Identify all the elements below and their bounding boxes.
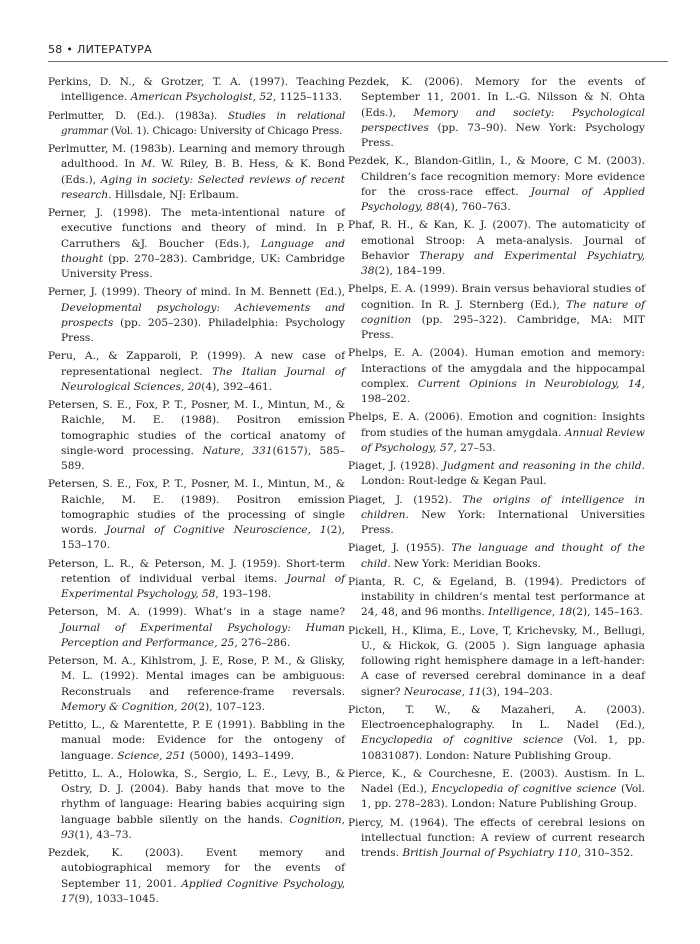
reference-entry [48,109,345,140]
reference-title-italic: Language and thought [61,237,345,265]
reference-entry [48,846,345,907]
reference-entry [48,605,345,651]
reference-text: . Hillsdale, NJ: Erlbaum. [108,188,239,201]
reference-text: Perkins, D. N., & Grotzer, T. A. (1997). Teaching intelligence. [48,76,345,104]
reference-text: (Vol. 1). Chicago: University of Chicago Press. [107,125,343,137]
reference-entry [348,218,645,279]
reference-text: (pp. 295–322). Cambridge, MA: MIT Press. [361,313,645,341]
reference-text: (1), 43–73. [74,828,132,841]
reference-text: Phelps, E. A. (1999). Brain versus behavioral studies of cognition. In R. J. Sternberg (Ed.), [348,283,645,311]
reference-text: (pp. 73–90). New York: Psychology Press. [361,121,645,149]
reference-text: (2), 145–163. [572,606,643,619]
reference-title-italic: Journal of Applied Psychology, 88 [361,185,645,213]
reference-title-italic: Studies in relational grammar [61,110,345,137]
reference-text: Petersen, S. E., Fox, P. T., Posner, M. I., Mintun, M., & Raichle, M. E. (1988). Positron emission tomographic studies of the cortical anatomy of single-word processing. [48,399,345,457]
reference-entry [348,282,645,343]
reference-entry [48,75,345,106]
reference-text: 1125–1133. [276,91,343,104]
reference-entry [348,816,645,862]
reference-text: Piaget, J. (1928). [348,460,443,472]
reference-title-italic: Aging in society: Selected reviews of recent research [61,173,345,201]
reference-text: W. Riley, B. B. Hess, & K. Bond (Eds.), [61,158,345,186]
reference-text: (4), 392–461. [201,380,273,393]
reference-title-italic: Cognition, 93 [61,813,345,841]
reference-text: (6157), 585–589. [61,444,345,472]
reference-text: Perner, J. (1998). The meta-intentional nature of executive functions and theory of mind. In P. Carruthers &J. Boucher (Eds.), [48,207,345,250]
reference-text: Piercy, M. (1964). The effects of cerebral lesions on intellectual function: A review of current research trends. [348,816,645,859]
right-column [348,75,645,864]
running-header [48,43,152,56]
reference-title-italic: Memory & Cognition, 20 [61,700,195,713]
reference-title-italic: Judgment and reasoning in the child [442,460,642,472]
reference-title-italic: Journal of Experimental Psychology: Human Perception and Performance, 25, [61,621,345,649]
reference-title-italic: M. [141,158,156,171]
reference-text: Perner, J. (1999). Theory of mind. In M. Bennett (Ed.), [48,286,345,299]
reference-entry [348,767,645,813]
reference-text: Peterson, M. A. (1999). What’s in a stage name? [48,606,345,619]
reference-text: Pezdek, K. (2006). Memory for the events of September 11, 2001. In L.-G. Nilsson & N. Ohta (Eds.), [348,76,645,119]
reference-text: Picton, T. W., & Mazaheri, A. (2003). Electroencephalography. In L. Nadel (Ed.), [348,703,645,731]
reference-entry [348,75,645,151]
reference-title-italic: American Psychologist, 52, [130,91,277,104]
reference-title-italic: Science, 251 [117,749,187,762]
reference-title-italic: Annual Review of Psychology, 57, [361,426,645,454]
reference-entry [48,767,345,843]
reference-text: Perlmutter, M. (1983b). Learning and memory through adulthood. In [48,143,345,171]
reference-title-italic: Applied Cognitive Psychology, 17 [61,877,345,905]
reference-text: 27–53. [456,441,496,454]
reference-entry [48,718,345,764]
section-title: ЛИТЕРАТУРА [77,43,152,56]
header-rule [48,61,668,62]
reference-entry [348,541,645,572]
reference-entry [48,654,345,715]
reference-text: (Vol. 1, pp. 10831087). London: Nature Publishing Group. [361,734,645,762]
reference-text: Pezdek, K. (2003). Event memory and autobiographical memory for the events of September 11, 2001. [48,847,345,890]
reference-entry [48,349,345,395]
reference-title-italic: Neurocase, 11 [403,685,482,698]
reference-entry [348,346,645,407]
reference-text: (5000), 1493–1499. [186,749,294,762]
reference-title-italic: The language and thought of the child. [361,542,645,570]
reference-text: , 193–198. [215,588,272,600]
reference-text: 276–286. [237,636,291,649]
reference-text: . New York: International Universities Press. [361,508,645,536]
reference-text: (2), 153–170. [61,524,345,552]
reference-entry [348,459,645,490]
reference-entry [348,575,645,621]
reference-text: New York: Meridian Books. [390,557,541,570]
reference-entry [48,557,345,603]
reference-text: Pierce, K., & Courchesne, E. (2003). Austism. In L. Nadel (Ed.), [348,767,645,795]
reference-title-italic: The origins of intelligence in children [361,493,645,521]
reference-text: Peterson, M. A., Kihlstrom, J. E, Rose, P. M., & Glisky, M. L. (1992). Mental images can be ambiguous: Reconstruals and reference-frame reversals. [48,655,345,698]
reference-text: Perlmutter, D. (Ed.). (1983a). [48,110,229,122]
reference-text: (2), 107–123. [194,700,266,713]
reference-text: (pp. 205–230). Philadelphia: Psychology Press. [61,316,345,344]
reference-text: . London: Rout-ledge & Kegan Paul. [361,460,645,488]
reference-title-italic: Intelligence, 18 [488,606,573,619]
reference-text: 310–352. [580,847,634,859]
reference-title-italic: The Italian Journal of Neurological Sciences, 20 [61,365,345,393]
reference-entry [48,398,345,474]
reference-title-italic: The nature of cognition [361,298,645,326]
header-bullet: • [66,43,74,56]
reference-entry [48,285,345,346]
reference-entry [348,703,645,764]
reference-text: 198–202. [361,393,411,405]
reference-text: (2), 184–199. [374,265,446,277]
reference-entry [348,154,645,215]
reference-title-italic: Journal of Experimental Psychology, 58 [61,572,345,600]
reference-text: Phelps, E. A. (2006). Emotion and cognition: Insights from studies of the human amygdala. [348,411,645,439]
reference-text: Petitto, L. A., Holowka, S., Sergio, L. E., Levy, B., & Ostry, D. J. (2004). Baby hands that move to the rhythm of language: Hearing babies acquiring sign language babble silently on the hands. [48,767,345,826]
reference-title-italic: Current Opinions in Neurobiology, 14, [417,377,645,390]
reference-text: Pianta, R. C, & Egeland, B. (1994). Predictors of instability in children’s mental test performance at 24, 48, and 96 months. [348,575,645,619]
page-number: 58 [48,43,63,56]
reference-text: (9), 1033–1045. [74,892,159,905]
reference-title-italic: Developmental psychology: Achievements and prospects [61,301,345,329]
reference-title-italic: Encyclopedia of cognitive science [361,734,564,747]
reference-entry [348,410,645,456]
reference-title-italic: Therapy and Experimental Psychiatry, 38 [361,249,645,277]
reference-title-italic: Encyclopedia of cognitive science [431,783,617,795]
reference-text: Petitto, L., & Marentette, P. E (1991). Babbling in the manual mode: Evidence for the ontogeny of language. [48,719,345,762]
reference-entry [48,142,345,203]
reference-entry [348,624,645,700]
reference-text: (pp. 270–283). Cambridge, UK: Cambridge University Press. [61,252,345,280]
reference-entry [48,206,345,282]
left-column [48,75,345,910]
reference-text: (4), 760–763. [439,201,511,213]
reference-text: Peterson, L. R., & Peterson, M. J. (1959). Short-term retention of individual verbal items. [48,557,345,585]
reference-text: (Vol. 1, pp. 278–283). London: Nature Publishing Group. [361,783,645,811]
reference-entry [348,493,645,539]
reference-title-italic: British Journal of Psychiatry 110, [402,847,581,859]
reference-text: Peru, A., & Zapparoli, P. (1999). A new case of representational neglect. [48,350,345,378]
reference-text: Pezdek, K., Blandon-Gitlin, I., & Moore, C M. (2003). Children’s face recognition memory: More evidence for the cross-race effect. [348,155,645,198]
reference-text: Piaget, J. (1955). [348,542,452,555]
reference-title-italic: Journal of Cognitive Neuroscience, 1 [106,524,327,536]
reference-text: (3), 194–203. [481,685,553,698]
reference-entry [48,477,345,553]
reference-text: Phelps, E. A. (2004). Human emotion and memory: Interactions of the amygdala and the hippocampal complex. [348,347,645,390]
reference-title-italic: Nature, 331 [202,444,273,457]
reference-text: Phaf, R. H., & Kan, K. J. (2007). The automaticity of emotional Stroop: A meta-analysis. Journal of Behavior [348,219,645,262]
reference-title-italic: Memory and society: Psychological perspectives [361,106,645,134]
reference-text: Pickell, H., Klima, E., Love, T, Krichevsky, M., Bellugi, U., & Hickok, G. (2005 ). Sign language aphasia following right hemisphere damage in a left-hander: A case of reversed cerebral dominance in a deaf signer? [348,624,645,698]
reference-text: Piaget, J. (1952). [348,493,463,506]
reference-text: Petersen, S. E., Fox, P. T., Posner, M. I., Mintun, M., & Raichle, M. E. (1989). Positron emission tomographic studies of the processing of single words. [48,478,345,536]
